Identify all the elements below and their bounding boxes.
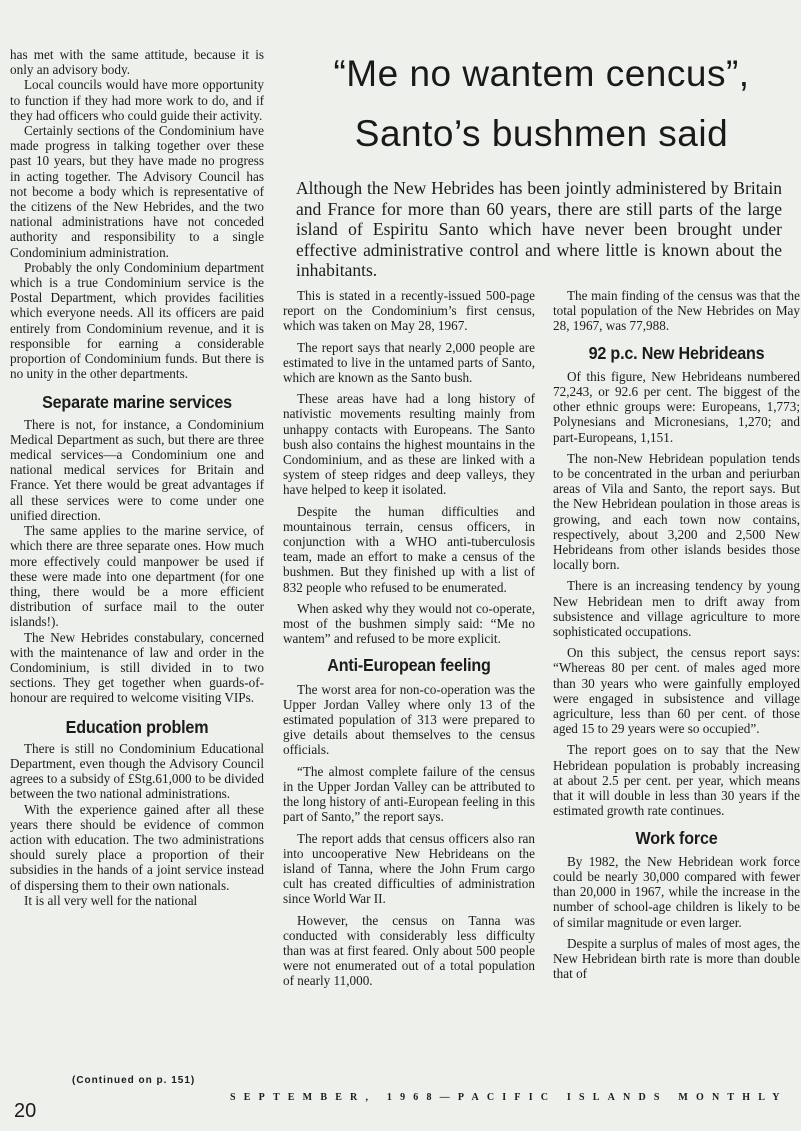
paragraph: There is still no Condominium Educational Department, even though the Advisory Council agrees to a subsidy of £Stg.61,000 to be divided between the two national administrations.: [10, 740, 264, 802]
subheading-new-hebrideans: 92 p.c. New Hebrideans: [588, 342, 765, 363]
subheading-work-force: Work force: [635, 827, 718, 848]
paragraph: On this subject, the census report says: “Whereas 80 per cent. of males aged more than 30 years who were gainfully employed were engaged in subsistence and village agriculture, less than 60 per cent. of those aged 15 to 29 years were so occupied”.: [553, 645, 800, 737]
right-column: [553, 288, 800, 987]
paragraph: The non-New Hebridean population tends to be concentrated in the urban and periurban areas of Vila and Santo, the report says. But the New Hebridean poulation in those areas is growing, and each town now contains, respectively, about 3,200 and 2,500 New Hebrideans from other islands besides those locally born.: [553, 450, 800, 573]
paragraph: The same applies to the marine service, of which there are three separate ones. How much more effectively could manpower be used if these were made into one department (for one thing, there would be a more efficient distribution of surface mail to the outer islands!).: [10, 523, 264, 630]
headline-line-2: Santo’s bushmen said: [354, 113, 729, 154]
paragraph: There is an increasing tendency by young New Hebridean men to drift away from subsistence and village agriculture to more sophisticated occupations.: [553, 578, 800, 640]
paragraph: However, the census on Tanna was conducted with considerably less difficulty than was at first feared. Only about 500 people were not enumerated out of a total population of nearly 11,000.: [283, 912, 535, 989]
article-headline: [283, 44, 800, 164]
paragraph: The New Hebrides constabulary, concerned with the maintenance of law and order in the Condominium, is still divided in to two sections. They get together when guards-of-honour are required to welcome visiting VIPs.: [10, 629, 264, 706]
paragraph: “The almost complete failure of the census in the Upper Jordan Valley can be attributed to the long history of anti-European feeling in this part of Santo,” the report says.: [283, 763, 535, 825]
left-column: [10, 47, 264, 908]
article-intro: Although the New Hebrides has been jointly administered by Britain and France for more than 60 years, there are still parts of the large island of Espiritu Santo which have never been brought under effective administrative control and where little is known about the inhabitants.: [296, 178, 782, 280]
paragraph: Probably the only Condominium department which is a true Condominium service is the Postal Department, which provides facilities which everyone needs. All its officers are paid entirely from Condominium revenue, and it is responsible for earning a considerable proportion of Condominium funds. But there is no unity in the other departments.: [10, 259, 264, 382]
paragraph: There is not, for instance, a Condominium Medical Department as such, but there are three medical services—a Condominium one and national medical services for Britain and France. Yet there would be great advantages if all these services were to come under one unified direction.: [10, 416, 264, 523]
middle-column: [283, 288, 535, 995]
paragraph: The report adds that census officers also ran into uncooperative New Hebrideans on the island of Tanna, where the John Frum cargo cult has created difficulties of administration since World War II.: [283, 830, 535, 907]
paragraph: It is all very well for the national: [24, 892, 198, 908]
subheading-education-problem: Education problem: [65, 716, 209, 737]
paragraph: Despite a surplus of males of most ages, the New Hebridean birth rate is more than double that of: [553, 935, 800, 982]
page-footer: [10, 1092, 800, 1128]
publication-line: SEPTEMBER, 1968—PACIFIC ISLANDS MONTHLY: [230, 1092, 788, 1103]
paragraph: Of this figure, New Hebrideans numbered 72,243, or 92.6 per cent. The biggest of the other ethnic groups were: Europeans, 1,773; Polynesians and Micronesians, 1,270; and part-Europeans, 1,151.: [553, 368, 800, 445]
paragraph: This is stated in a recently-issued 500-page report on the Condominium’s first census, which was taken on May 28, 1967.: [283, 288, 535, 334]
subheading-marine-services: Separate marine services: [42, 392, 232, 413]
paragraph: Despite the human difficulties and mountainous terrain, census officers, in conjunction with a WHO anti-tuberculosis team, made an effort to make a census of the bushmen. But they finished up with a list of 832 people who refused to be enumerated.: [283, 503, 535, 595]
subheading-anti-european: Anti-European feeling: [327, 655, 491, 676]
paragraph: When asked why they would not co-operate, most of the bushmen simply said: “Me no wantem” and refused to be more explicit.: [283, 600, 535, 647]
paragraph: The report says that nearly 2,000 people are estimated to live in the untamed parts of Santo, which are known as the Santo bush.: [283, 339, 535, 386]
paragraph: The main finding of the census was that the total population of the New Hebrides on May 28, 1967, was 77,988.: [553, 288, 800, 334]
continued-note: (Continued on p. 151): [72, 1075, 196, 1086]
paragraph: By 1982, the New Hebridean work force could be nearly 30,000 compared with fewer than 20,000 in 1967, while the increase in the number of school-age children is likely to be of similar magnitude or even larger.: [553, 853, 800, 930]
paragraph: The report goes on to say that the New Hebridean population is probably increasing at about 2.5 per cent. per year, which means that it will double in less than 30 years if the estimated growth rate continues.: [553, 742, 800, 819]
paragraph: With the experience gained after all these years there should be evidence of common action with education. The two administrations should surely place a proportion of their subsidies in the hands of a joint service instead of dispersing them to their own nationals.: [10, 801, 264, 893]
paragraph: These areas have had a long history of nativistic movements resulting mainly from unhappy contacts with Europeans. The Santo bush also contains the highest mountains in the Condominium, and as these are linked with a system of steep ridges and deep valleys, they have helped to keep it isolated.: [283, 391, 535, 498]
paragraph: has met with the same attitude, because it is only an advisory body.: [10, 47, 264, 78]
paragraph: The worst area for non-co-operation was the Upper Jordan Valley where only 13 of the estimated population of 313 were prepared to give details about themselves to the census officials.: [283, 681, 535, 758]
headline-line-1: “Me no wantem cencus”,: [333, 53, 750, 94]
paragraph: Local councils would have more opportunity to function if they had more work to do, and if they had officers who could guide their activity.: [10, 77, 264, 123]
page-number: 20: [14, 1100, 37, 1122]
paragraph: Certainly sections of the Condominium have made progress in talking together over these past 10 years, but they have made no progress in acting together. The Advisory Council has not become a body which is representative of the citizens of the New Hebrides, and the two national administrations have not conceded authority and responsibility to a single Condominium administration.: [10, 123, 264, 260]
